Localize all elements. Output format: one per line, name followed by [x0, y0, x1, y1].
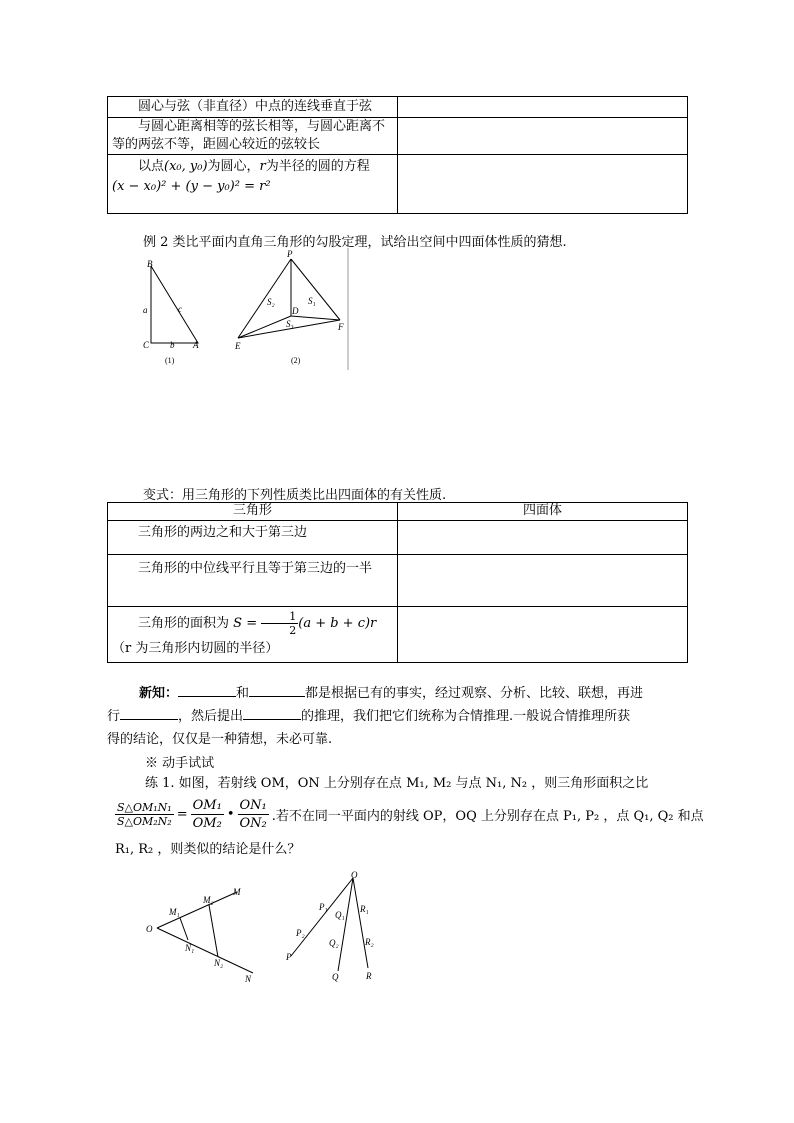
half-num: 1	[261, 610, 298, 624]
blank-3[interactable]	[120, 705, 178, 720]
fig1-label-B: B	[147, 259, 153, 269]
row3-r: r	[259, 159, 266, 174]
fig3-label-O: O	[146, 924, 153, 934]
newknow-t2b: ，然后提出	[178, 709, 244, 724]
newknow-t2c: 的推理，我们把它们统称为合情推理.一般说合情推理所获	[301, 709, 631, 724]
variant-row1-empty	[398, 521, 688, 555]
fig2-label-P: P	[287, 249, 293, 259]
table1-row3-cell	[108, 155, 398, 214]
newknow-t2a: 行	[107, 709, 121, 724]
row3-mid: 为圆心，	[207, 159, 260, 174]
fig2-label-S2: S₂	[267, 297, 275, 307]
triangle-tetrahedron-table	[107, 502, 688, 663]
fig2-label-S3: S₃	[286, 319, 294, 329]
fig4-label-R: R	[366, 971, 372, 981]
newknow-t3: 得的结论，仅仅是一种猜想，未必可靠.	[107, 732, 333, 747]
fig4-label-O: O	[351, 870, 358, 880]
exercise1-line3: R₁, R₂ ，则类似的结论是什么？	[115, 842, 301, 857]
variant-intro: 变式：用三角形的下列性质类比出四面体的有关性质.	[143, 488, 447, 503]
tetrahedron-figure	[230, 248, 352, 370]
on-num: ON₁	[239, 798, 267, 813]
row3-area-post: （r 为三角形内切圆的半径）	[112, 641, 279, 656]
fig3-label-M1: M₁	[169, 907, 180, 917]
try-heading: ※ 动手试试	[145, 756, 215, 771]
table1-row3-empty	[398, 155, 688, 214]
table1-row1-empty	[398, 97, 688, 118]
om-den: OM₂	[192, 816, 222, 831]
right-triangle-figure	[138, 256, 208, 368]
om-fraction	[191, 797, 224, 832]
exercise1-line1: 练 1. 如图，若射线 OM，ON 上分别存在点 M₁, M₂ 与点 N₁, N₂ ，则三角形面积之比	[145, 776, 649, 791]
exercise1-line2: .若不在同一平面内的射线 OP，OQ 上分别存在点 P₁, P₂ ，点 Q₁, Q₂ 和点	[271, 809, 704, 824]
fig4-label-Q1: Q₁	[335, 910, 345, 920]
fig4-label-Q2: Q₂	[329, 938, 339, 948]
fig2-label-S1: S₁	[308, 296, 316, 306]
fig4-label-Q: Q	[332, 972, 339, 982]
fig3-label-N2: N₂	[214, 958, 224, 968]
fig3-label-N1: N₁	[185, 943, 195, 953]
area-eq: =	[246, 616, 258, 631]
table1-row1-cell: 圆心与弦（非直径）中点的连线垂直于弦	[108, 97, 398, 118]
rays-om-on-figure	[140, 878, 275, 986]
fig4-label-P1: P₁	[319, 902, 328, 912]
variant-row2-cell: 三角形的中位线平行且等于第三边的一半	[108, 555, 398, 607]
newknow-t1: 都是根据已有的事实，经过观察、分析、比较、联想，再进	[305, 686, 644, 701]
fig1-label-a: a	[143, 305, 148, 315]
blank-2[interactable]	[249, 682, 305, 697]
half-fraction	[261, 610, 298, 637]
fig2-label-E: E	[235, 341, 241, 351]
area-ratio-den: S△OM₂N₂	[117, 815, 172, 828]
circle-equation: (x − x₀)² + (y − y₀)² = r²	[112, 179, 271, 194]
area-ratio-num: S△OM₁N₁	[117, 801, 172, 814]
row3-post: 为半径的圆的方程	[265, 159, 370, 174]
row3-pre: 以点	[138, 159, 165, 174]
circle-properties-table	[107, 96, 688, 214]
fig3-label-M2: M₂	[203, 895, 214, 905]
area-ratio-fraction	[115, 801, 174, 828]
blank-4[interactable]	[243, 705, 301, 720]
area-S: S	[233, 616, 243, 631]
area-expr: (a + b + c)r	[298, 616, 377, 631]
formula-eq: =	[176, 807, 188, 822]
new-knowledge-paragraph	[107, 682, 687, 751]
om-num: OM₁	[192, 798, 222, 813]
variant-row1-cell: 三角形的两边之和大于第三边	[108, 521, 398, 555]
table1-row2-empty	[398, 118, 688, 155]
new-knowledge-label: 新知：	[139, 686, 179, 701]
variant-row2-empty	[398, 555, 688, 607]
variant-row3-empty	[398, 607, 688, 663]
rays-op-oq-or-figure	[283, 868, 388, 983]
fig2-label-F: F	[338, 322, 344, 332]
table1-row2-cell: 与圆心距离相等的弦长相等，与圆心距离不等的两弦不等，距圆心较近的弦较长	[108, 118, 398, 155]
header-tetrahedron: 四面体	[398, 503, 688, 521]
row3-area-pre: 三角形的面积为	[138, 616, 230, 631]
fig1-caption: (1)	[165, 356, 175, 365]
formula-dot: •	[226, 807, 235, 822]
row3-point: (x₀, y₀)	[164, 159, 208, 174]
and-text: 和	[236, 686, 250, 701]
fig1-label-C: C	[143, 340, 150, 350]
example2-text: 例 2 类比平面内直角三角形的勾股定理，试给出空间中四面体性质的猜想.	[143, 235, 567, 250]
header-triangle: 三角形	[108, 503, 398, 521]
fig2-caption: (2)	[291, 356, 301, 365]
fig1-label-A: A	[193, 340, 199, 350]
fig1-label-b: b	[170, 340, 175, 350]
variant-row3-cell	[108, 607, 398, 663]
fig4-label-P2: P₂	[296, 928, 305, 938]
fig4-label-P: P	[286, 952, 292, 962]
fig4-label-R1: R₁	[360, 904, 369, 914]
half-den: 2	[289, 624, 297, 637]
fig3-label-M: M	[233, 887, 241, 897]
fig2-label-D: D	[292, 306, 299, 316]
fig1-label-c: c	[178, 304, 182, 314]
exercise1-formula	[115, 797, 704, 832]
fig4-label-R2: R₂	[365, 937, 374, 947]
on-den: ON₂	[239, 816, 267, 831]
blank-1[interactable]	[178, 682, 236, 697]
fig3-label-N: N	[245, 974, 252, 984]
on-fraction	[238, 797, 269, 832]
